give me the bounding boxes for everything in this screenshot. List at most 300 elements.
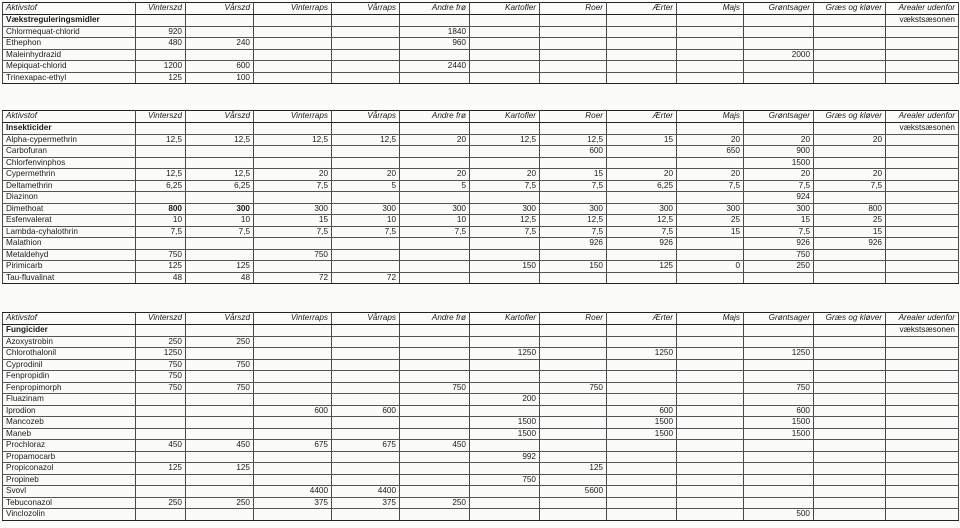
value-cell (186, 451, 254, 463)
substance-name: Alpha-cypermethrin (3, 134, 136, 146)
value-cell (540, 417, 607, 429)
value-cell: 125 (186, 463, 254, 475)
value-cell (607, 49, 677, 61)
substance-name: Mepiquat-chlorid (3, 61, 136, 73)
value-cell (814, 382, 886, 394)
value-cell (136, 157, 186, 169)
value-cell: 1500 (744, 157, 814, 169)
substance-name: Maneb (3, 428, 136, 440)
empty-cell (186, 15, 254, 27)
value-cell (886, 382, 959, 394)
value-cell (814, 26, 886, 38)
value-cell (677, 497, 744, 509)
value-cell (470, 382, 540, 394)
value-cell: 750 (186, 382, 254, 394)
value-cell (400, 192, 470, 204)
value-cell (254, 26, 332, 38)
value-cell (186, 486, 254, 498)
value-cell: 750 (744, 382, 814, 394)
value-cell (886, 261, 959, 273)
table-row (3, 261, 959, 273)
value-cell (677, 440, 744, 452)
value-cell (400, 359, 470, 371)
value-cell (136, 474, 186, 486)
value-cell: 7,5 (744, 226, 814, 238)
value-cell: 800 (136, 203, 186, 215)
column-header: Aktivstof (3, 111, 136, 123)
value-cell (607, 463, 677, 475)
column-header: Arealer udenfor (886, 313, 959, 325)
empty-cell (744, 325, 814, 337)
value-cell: 250 (186, 497, 254, 509)
value-cell: 72 (332, 272, 400, 284)
value-cell (814, 157, 886, 169)
column-header-continuation: vækstsæsonen (886, 325, 959, 337)
empty-cell (607, 325, 677, 337)
substance-name: Svovl (3, 486, 136, 498)
column-header-continuation: vækstsæsonen (886, 15, 959, 27)
value-cell (470, 26, 540, 38)
table-row (3, 215, 959, 227)
value-cell: 926 (607, 238, 677, 250)
section-title: Fungicider (3, 325, 136, 337)
value-cell (186, 192, 254, 204)
table-row (3, 371, 959, 383)
empty-cell (677, 325, 744, 337)
value-cell (470, 157, 540, 169)
value-cell (814, 463, 886, 475)
value-cell (744, 72, 814, 84)
empty-cell (136, 325, 186, 337)
value-cell (744, 371, 814, 383)
value-cell (744, 440, 814, 452)
substance-name: Pirimicarb (3, 261, 136, 273)
value-cell: 15 (540, 169, 607, 181)
value-cell (470, 238, 540, 250)
value-cell (886, 509, 959, 521)
value-cell (607, 359, 677, 371)
value-cell (136, 49, 186, 61)
value-cell (886, 486, 959, 498)
value-cell (332, 348, 400, 360)
value-cell: 12,5 (332, 134, 400, 146)
value-cell: 7,5 (470, 226, 540, 238)
value-cell (677, 336, 744, 348)
value-cell: 1500 (470, 428, 540, 440)
column-header: Roer (540, 3, 607, 15)
column-header: Kartofler (470, 111, 540, 123)
value-cell (886, 272, 959, 284)
empty-cell (540, 325, 607, 337)
column-header: Roer (540, 111, 607, 123)
value-cell (332, 72, 400, 84)
value-cell (470, 497, 540, 509)
table-row (3, 405, 959, 417)
empty-cell (677, 15, 744, 27)
value-cell (332, 474, 400, 486)
value-cell: 600 (254, 405, 332, 417)
value-cell: 12,5 (136, 134, 186, 146)
substance-name: Dimethoat (3, 203, 136, 215)
value-cell (400, 157, 470, 169)
value-cell (470, 405, 540, 417)
value-cell (540, 451, 607, 463)
value-cell: 125 (136, 72, 186, 84)
substance-name: Ethephon (3, 38, 136, 50)
table-row (3, 497, 959, 509)
value-cell: 450 (186, 440, 254, 452)
table-row (3, 428, 959, 440)
value-cell: 750 (136, 371, 186, 383)
value-cell (814, 371, 886, 383)
value-cell (136, 486, 186, 498)
value-cell: 300 (677, 203, 744, 215)
column-header: Aktivstof (3, 3, 136, 15)
value-cell (332, 428, 400, 440)
value-cell: 125 (186, 261, 254, 273)
value-cell (814, 440, 886, 452)
value-cell: 250 (136, 497, 186, 509)
column-header: Arealer udenfor (886, 3, 959, 15)
column-header: Ærter (607, 3, 677, 15)
value-cell: 125 (607, 261, 677, 273)
value-cell (814, 509, 886, 521)
value-cell: 1250 (470, 348, 540, 360)
column-header: Vårszd (186, 111, 254, 123)
table-row (3, 359, 959, 371)
value-cell (677, 371, 744, 383)
value-cell: 12,5 (136, 169, 186, 181)
value-cell (186, 405, 254, 417)
value-cell: 6,25 (186, 180, 254, 192)
value-cell: 1250 (136, 348, 186, 360)
value-cell: 10 (400, 215, 470, 227)
value-cell: 7,5 (744, 180, 814, 192)
value-cell: 1840 (400, 26, 470, 38)
value-cell: 600 (540, 146, 607, 158)
empty-cell (332, 123, 400, 135)
value-cell (677, 272, 744, 284)
value-cell (400, 272, 470, 284)
value-cell: 1500 (607, 428, 677, 440)
value-cell (400, 371, 470, 383)
value-cell: 7,5 (677, 180, 744, 192)
value-cell (886, 451, 959, 463)
value-cell: 960 (400, 38, 470, 50)
value-cell (607, 26, 677, 38)
value-cell (400, 146, 470, 158)
value-cell (744, 61, 814, 73)
value-cell: 20 (607, 169, 677, 181)
value-cell (332, 146, 400, 158)
value-cell: 10 (136, 215, 186, 227)
value-cell (400, 348, 470, 360)
value-cell (254, 157, 332, 169)
value-cell: 7,5 (814, 180, 886, 192)
value-cell (400, 417, 470, 429)
value-cell (886, 38, 959, 50)
value-cell (814, 38, 886, 50)
value-cell: 1250 (607, 348, 677, 360)
value-cell: 450 (136, 440, 186, 452)
value-cell: 450 (400, 440, 470, 452)
value-cell (540, 348, 607, 360)
substance-name: Metaldehyd (3, 249, 136, 261)
table-row (3, 157, 959, 169)
value-cell (814, 146, 886, 158)
value-cell: 48 (136, 272, 186, 284)
value-cell: 72 (254, 272, 332, 284)
value-cell (470, 509, 540, 521)
value-cell (332, 238, 400, 250)
value-cell (744, 497, 814, 509)
value-cell (886, 157, 959, 169)
value-cell (136, 192, 186, 204)
value-cell (470, 61, 540, 73)
value-cell (186, 509, 254, 521)
value-cell (470, 359, 540, 371)
value-cell (744, 451, 814, 463)
value-cell (814, 348, 886, 360)
value-cell (886, 440, 959, 452)
column-header: Vinterszd (136, 111, 186, 123)
value-cell: 5 (332, 180, 400, 192)
empty-cell (540, 123, 607, 135)
substance-name: Iprodion (3, 405, 136, 417)
value-cell (607, 72, 677, 84)
value-cell (677, 417, 744, 429)
value-cell: 20 (254, 169, 332, 181)
value-cell (886, 49, 959, 61)
column-header: Vinterraps (254, 3, 332, 15)
value-cell: 750 (136, 249, 186, 261)
value-cell: 750 (400, 382, 470, 394)
value-cell: 6,25 (136, 180, 186, 192)
value-cell (744, 463, 814, 475)
value-cell: 4400 (332, 486, 400, 498)
value-cell (540, 249, 607, 261)
value-cell (886, 238, 959, 250)
table-row (3, 272, 959, 284)
value-cell (744, 272, 814, 284)
column-header: Græs og kløver (814, 3, 886, 15)
empty-cell (814, 123, 886, 135)
value-cell (677, 238, 744, 250)
value-cell (400, 428, 470, 440)
empty-cell (470, 123, 540, 135)
value-cell: 240 (186, 38, 254, 50)
column-header: Aktivstof (3, 313, 136, 325)
value-cell (677, 394, 744, 406)
value-cell (886, 428, 959, 440)
empty-cell (470, 325, 540, 337)
value-cell: 600 (744, 405, 814, 417)
substance-name: Carbofuran (3, 146, 136, 158)
value-cell (814, 359, 886, 371)
value-cell: 15 (677, 226, 744, 238)
value-cell (886, 348, 959, 360)
value-cell (470, 336, 540, 348)
value-cell (254, 146, 332, 158)
value-cell (332, 336, 400, 348)
value-cell (254, 394, 332, 406)
value-cell (400, 261, 470, 273)
value-cell (470, 146, 540, 158)
empty-cell (607, 123, 677, 135)
value-cell (470, 72, 540, 84)
column-header-continuation: vækstsæsonen (886, 123, 959, 135)
empty-cell (814, 325, 886, 337)
value-cell (540, 192, 607, 204)
value-cell (332, 38, 400, 50)
value-cell: 926 (744, 238, 814, 250)
value-cell (744, 38, 814, 50)
value-cell: 926 (540, 238, 607, 250)
column-header: Majs (677, 3, 744, 15)
value-cell: 7,5 (332, 226, 400, 238)
table-row (3, 26, 959, 38)
value-cell: 1250 (744, 348, 814, 360)
section-row (3, 325, 959, 337)
value-cell (254, 509, 332, 521)
value-cell (470, 371, 540, 383)
value-cell: 300 (186, 203, 254, 215)
table-row (3, 348, 959, 360)
table-row (3, 61, 959, 73)
value-cell: 5 (400, 180, 470, 192)
section-title: Vækstreguleringsmidler (3, 15, 136, 27)
column-header: Roer (540, 313, 607, 325)
value-cell: 4400 (254, 486, 332, 498)
value-cell (607, 249, 677, 261)
value-cell: 20 (400, 134, 470, 146)
substance-name: Diazinon (3, 192, 136, 204)
value-cell: 250 (136, 336, 186, 348)
value-cell: 920 (136, 26, 186, 38)
value-cell (470, 272, 540, 284)
value-cell (886, 192, 959, 204)
substance-name: Maleinhydrazid (3, 49, 136, 61)
table-row (3, 238, 959, 250)
value-cell (400, 238, 470, 250)
value-cell (814, 272, 886, 284)
empty-cell (254, 123, 332, 135)
value-cell: 7,5 (254, 226, 332, 238)
empty-cell (400, 15, 470, 27)
value-cell (607, 371, 677, 383)
value-cell (186, 157, 254, 169)
value-cell: 750 (136, 382, 186, 394)
value-cell (607, 451, 677, 463)
column-header: Ærter (607, 313, 677, 325)
value-cell (254, 72, 332, 84)
value-cell (886, 134, 959, 146)
value-cell (254, 38, 332, 50)
empty-cell (254, 15, 332, 27)
value-cell (186, 146, 254, 158)
value-cell (332, 371, 400, 383)
value-cell (540, 272, 607, 284)
value-cell (814, 394, 886, 406)
value-cell (470, 486, 540, 498)
value-cell (607, 272, 677, 284)
value-cell (470, 249, 540, 261)
value-cell: 1500 (744, 428, 814, 440)
column-header: Andre frø (400, 3, 470, 15)
substance-name: Prochloraz (3, 440, 136, 452)
value-cell (470, 192, 540, 204)
value-cell (814, 428, 886, 440)
value-cell (254, 61, 332, 73)
value-cell (677, 157, 744, 169)
value-cell (677, 49, 744, 61)
value-cell: 1500 (744, 417, 814, 429)
value-cell: 20 (400, 169, 470, 181)
value-cell (886, 61, 959, 73)
value-cell: 750 (744, 249, 814, 261)
value-cell: 12,5 (607, 215, 677, 227)
empty-cell (186, 123, 254, 135)
substance-name: Tebuconazol (3, 497, 136, 509)
value-cell: 12,5 (186, 134, 254, 146)
value-cell: 7,5 (136, 226, 186, 238)
value-cell (540, 72, 607, 84)
value-cell (332, 394, 400, 406)
value-cell (886, 26, 959, 38)
value-cell (677, 405, 744, 417)
value-cell (540, 394, 607, 406)
column-header: Vårraps (332, 3, 400, 15)
value-cell: 15 (744, 215, 814, 227)
table-row (3, 486, 959, 498)
column-header: Vårszd (186, 313, 254, 325)
column-header: Kartofler (470, 313, 540, 325)
value-cell (186, 348, 254, 360)
column-header: Majs (677, 111, 744, 123)
value-cell (744, 486, 814, 498)
value-cell (607, 336, 677, 348)
value-cell (400, 486, 470, 498)
empty-cell (540, 15, 607, 27)
value-cell: 7,5 (400, 226, 470, 238)
value-cell (332, 451, 400, 463)
column-header: Vårraps (332, 111, 400, 123)
value-cell: 2000 (744, 49, 814, 61)
table-row (3, 394, 959, 406)
value-cell (540, 428, 607, 440)
value-cell (400, 463, 470, 475)
value-cell: 750 (186, 359, 254, 371)
value-cell: 12,5 (254, 134, 332, 146)
substance-name: Deltamethrin (3, 180, 136, 192)
value-cell (332, 61, 400, 73)
value-cell (540, 61, 607, 73)
substance-name: Fenpropidin (3, 371, 136, 383)
value-cell (400, 451, 470, 463)
value-cell (400, 49, 470, 61)
value-cell (332, 157, 400, 169)
value-cell (886, 226, 959, 238)
value-cell: 300 (607, 203, 677, 215)
table-insekticider (2, 110, 959, 284)
value-cell (607, 157, 677, 169)
table-row (3, 203, 959, 215)
value-cell (540, 371, 607, 383)
value-cell (886, 417, 959, 429)
value-cell (400, 249, 470, 261)
value-cell: 15 (254, 215, 332, 227)
empty-cell (607, 15, 677, 27)
